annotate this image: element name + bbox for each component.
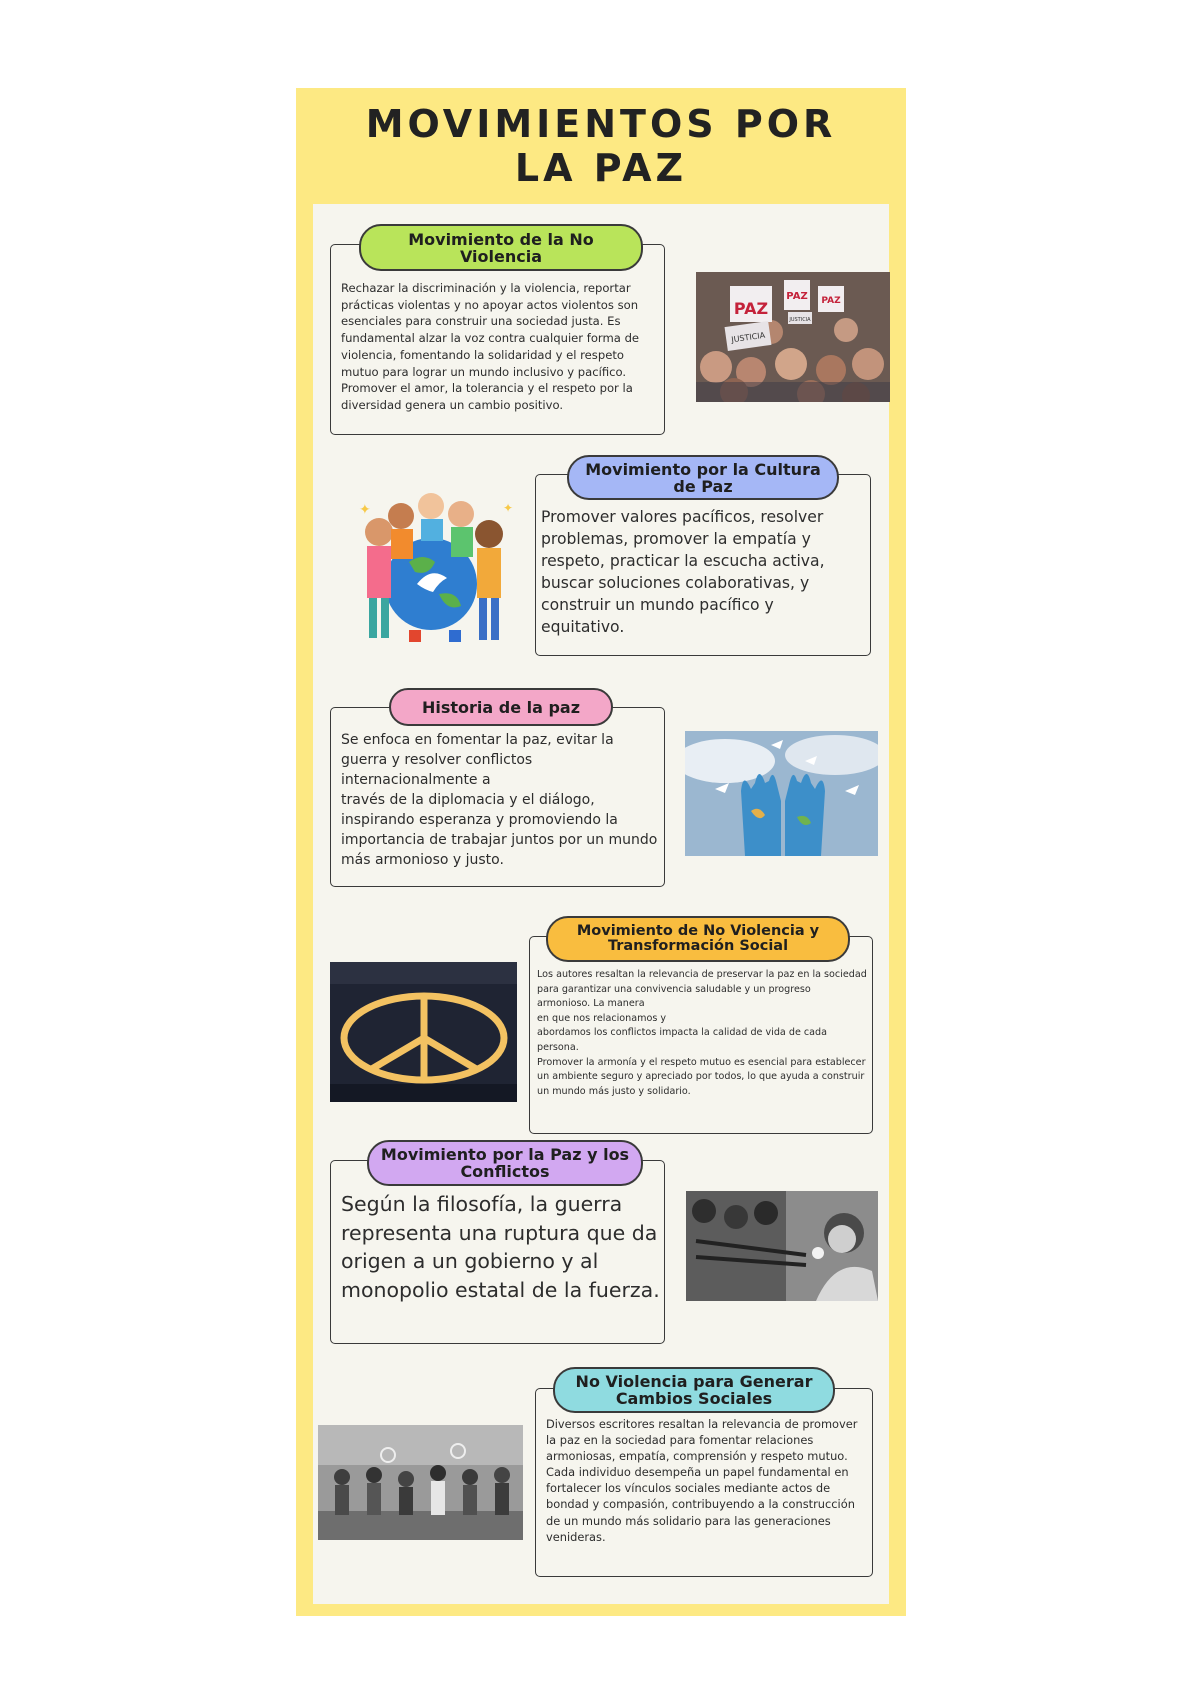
section-historia-text: Se enfoca en fomentar la paz, evitar la guerra y resolver conflictos internacionalmente a través de la diplomacia y el diálogo, inspirando esperanza y promoviendo la importancia de trabajar juntos por un mundo más armonioso y justo.: [341, 732, 658, 868]
hands-world-photo: [685, 731, 878, 856]
protest-photo: [696, 272, 890, 402]
title-line-1: MOVIMIENTOS POR: [365, 102, 837, 146]
section-cultura-paz-heading: Movimiento por la Cultura de Paz: [567, 455, 839, 500]
section-transformacion-heading: Movimiento de No Violencia y Transformación Social: [546, 916, 850, 962]
page-title: [296, 102, 906, 190]
children-globe-illustration: [339, 484, 519, 654]
section-no-violencia-text: Rechazar la discriminación y la violencia, reportar prácticas violentas y no apoyar actos violentos son esenciales para construir una sociedad justa. Es fundamental alzar la voz contra cualquier forma de violencia, fomentando la solidaridad y el respeto mutuo para lograr un mundo inclusivo y pacífico. Promover el amor, la tolerancia y el respeto por la diversidad genera un cambio positivo.: [341, 281, 640, 412]
section-conflictos-heading: Movimiento por la Paz y los Conflictos: [367, 1140, 643, 1186]
section-cultura-paz-text: Promover valores pacíficos, resolver problemas, promover la empatía y respeto, practicar la escucha activa, buscar soluciones colaborativas, y construir un mundo pacífico y equitativo.: [541, 508, 825, 636]
flower-soldiers-photo: [686, 1191, 878, 1301]
section-transformacion-text: Los autores resaltan la relevancia de preservar la paz en la sociedad para garantizar una convivencia saludable y un progreso armonioso. La manera en que nos relacionamos y abordamos los conflictos impacta la calidad de vida de cada persona. Promover la armonía y el respeto mutuo es esencial para establecer un ambiente seguro y apreciado por todos, lo que ayuda a construir un mundo más justo y solidario.: [537, 969, 867, 1097]
sign-paz-3: PAZ: [821, 296, 841, 306]
section-cambios-text: Diversos escritores resaltan la relevancia de promover la paz en la sociedad para fomentar relaciones armoniosas, empatía, comprensión y respeto mutuo. Cada individuo desempeña un papel fundamental en fortalecer los vínculos sociales mediante actos de bondad y compasión, contribuyendo a la construcción de un mundo más solidario para las generaciones venideras.: [546, 1417, 858, 1544]
sign-paz-1: PAZ: [733, 299, 769, 318]
sign-justicia-2: JUSTICIA: [789, 317, 811, 323]
candle-peace-sign-photo: [330, 962, 517, 1102]
sign-justicia-1: JUSTICIA: [730, 330, 766, 345]
section-conflictos-text: Según la filosofía, la guerra representa una ruptura que da origen a un gobierno y al monopolio estatal de la fuerza.: [341, 1192, 660, 1302]
svg-text:✦: ✦: [503, 501, 514, 515]
section-historia-heading: Historia de la paz: [389, 688, 613, 726]
poster: [296, 88, 906, 1616]
title-line-2: LA PAZ: [514, 146, 688, 190]
svg-text:✦: ✦: [359, 502, 371, 518]
children-march-photo: [318, 1425, 523, 1540]
section-no-violencia-heading: Movimiento de la No Violencia: [359, 224, 643, 271]
content-panel: [313, 204, 889, 1604]
sign-paz-2: PAZ: [786, 291, 808, 302]
section-cambios-heading: No Violencia para Generar Cambios Sociales: [553, 1367, 835, 1413]
